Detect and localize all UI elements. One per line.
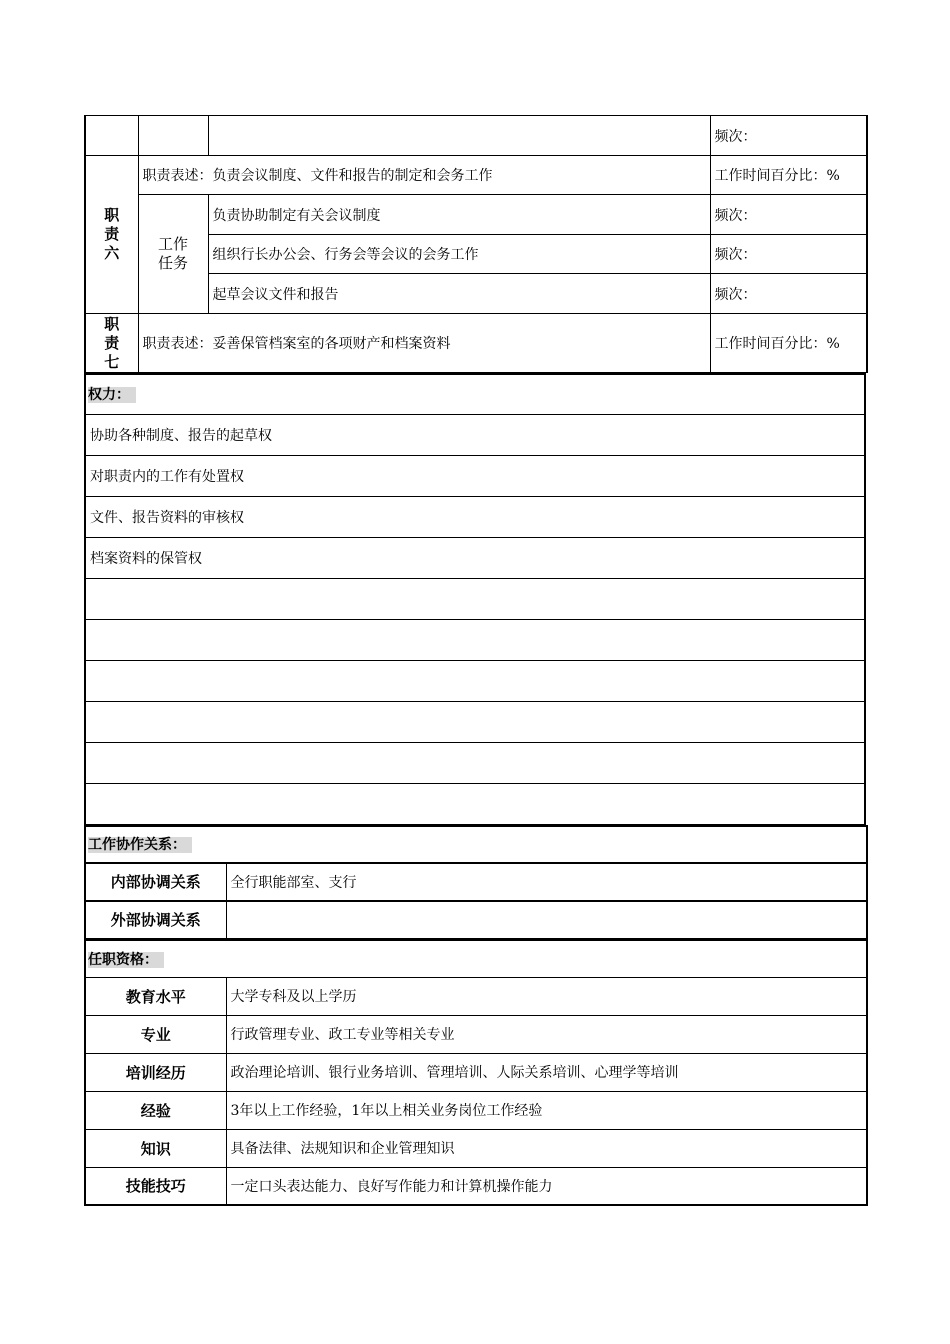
qual-label: 培训经历 xyxy=(85,1053,226,1091)
cooperation-heading-text: 工作协作关系： xyxy=(88,837,192,853)
qual-label: 经验 xyxy=(85,1091,226,1129)
power-item xyxy=(85,742,865,783)
duty7-percent: 工作时间百分比：% xyxy=(710,314,867,373)
qual-value: 行政管理专业、政工专业等相关专业 xyxy=(226,1015,867,1053)
qualifications-heading xyxy=(85,940,867,977)
power-item: 档案资料的保管权 xyxy=(85,537,865,578)
duty7-title-text: 职 责 七 xyxy=(104,314,120,371)
freq-label: 频次： xyxy=(710,116,867,156)
coop-label: 外部协调关系 xyxy=(85,901,226,939)
power-item: 协助各种制度、报告的起草权 xyxy=(85,414,865,455)
duty6-task: 负责协助制定有关会议制度 xyxy=(208,195,710,235)
duty7-description: 职责表述：妥善保管档案室的各项财产和档案资料 xyxy=(138,314,710,373)
duty6-task-label xyxy=(138,195,208,314)
power-item xyxy=(85,619,865,660)
coop-label: 内部协调关系 xyxy=(85,863,226,901)
duty6-title xyxy=(85,156,138,314)
powers-heading-text: 权力： xyxy=(88,387,136,403)
duty-cell-empty xyxy=(85,116,138,156)
duty6-task: 组织行长办公会、行务会等会议的会务工作 xyxy=(208,235,710,274)
qual-label: 知识 xyxy=(85,1129,226,1167)
powers-heading xyxy=(85,374,865,414)
duty-cell-empty xyxy=(208,116,710,156)
duty6-task-freq: 频次： xyxy=(710,274,867,314)
duty6-description: 职责表述：负责会议制度、文件和报告的制定和会务工作 xyxy=(138,156,710,195)
qual-label: 技能技巧 xyxy=(85,1167,226,1205)
powers-table xyxy=(84,373,866,825)
coop-value: 全行职能部室、支行 xyxy=(226,863,867,901)
power-item xyxy=(85,578,865,619)
coop-value xyxy=(226,901,867,939)
duties-table xyxy=(84,115,868,373)
qual-value: 大学专科及以上学历 xyxy=(226,977,867,1015)
cooperation-heading xyxy=(85,826,867,863)
power-item: 文件、报告资料的审核权 xyxy=(85,496,865,537)
qual-value: 一定口头表达能力、良好写作能力和计算机操作能力 xyxy=(226,1167,867,1205)
qualifications-table xyxy=(84,939,868,1206)
duty6-percent: 工作时间百分比：% xyxy=(710,156,867,195)
cooperation-table xyxy=(84,825,868,940)
power-item xyxy=(85,701,865,742)
duty6-task-freq: 频次： xyxy=(710,195,867,235)
duty7-title xyxy=(85,314,138,373)
duty6-task: 起草会议文件和报告 xyxy=(208,274,710,314)
duty6-title-text: 职 责 六 xyxy=(104,206,120,262)
job-description-document xyxy=(84,115,866,1206)
power-item: 对职责内的工作有处置权 xyxy=(85,455,865,496)
qual-label: 专业 xyxy=(85,1015,226,1053)
qual-value: 具备法律、法规知识和企业管理知识 xyxy=(226,1129,867,1167)
duty6-task-label-text: 工作 任务 xyxy=(157,235,188,272)
power-item xyxy=(85,783,865,824)
qual-label: 教育水平 xyxy=(85,977,226,1015)
qual-value: 3年以上工作经验，1年以上相关业务岗位工作经验 xyxy=(226,1091,867,1129)
duty6-task-freq: 频次： xyxy=(710,235,867,274)
qual-value: 政治理论培训、银行业务培训、管理培训、人际关系培训、心理学等培训 xyxy=(226,1053,867,1091)
qualifications-heading-text: 任职资格： xyxy=(88,952,164,968)
power-item xyxy=(85,660,865,701)
duty-cell-empty xyxy=(138,116,208,156)
